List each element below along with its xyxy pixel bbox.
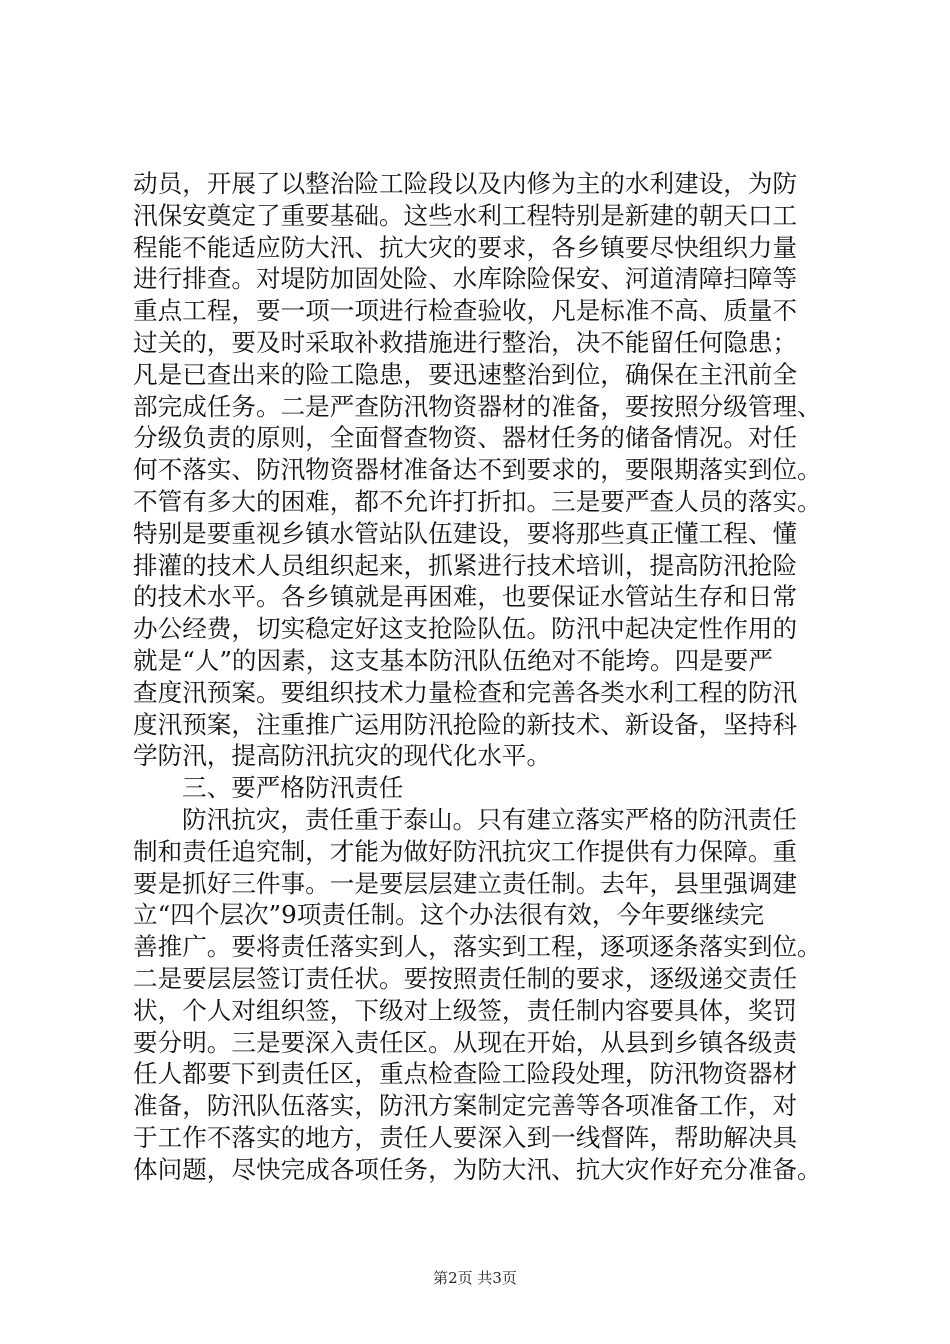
text-line: 防汛抗灾，责任重于泰山。只有建立落实严格的防汛责任 [182,804,797,834]
text-line: 度汛预案，注重推广运用防汛抢险的新技术、新设备，坚持科 [133,709,798,739]
document-body [133,168,833,1186]
text-line: 何不落实、防汛物资器材准备达不到要求的，要限期落实到位。 [133,455,822,485]
text-line: 重点工程，要一项一项进行检查验收，凡是标准不高、质量不 [133,296,798,326]
text-line: 要是抓好三件事。一是要层层建立责任制。去年，县里强调建 [133,868,798,898]
text-line: 二是要层层签订责任状。要按照责任制的要求，逐级递交责任 [133,963,798,993]
text-line: 查度汛预案。要组织技术力量检查和完善各类水利工程的防汛 [133,677,798,707]
text-line: 程能不能适应防大汛、抗大灾的要求，各乡镇要尽快组织力量 [133,232,798,262]
text-line: 的技术水平。各乡镇就是再困难，也要保证水管站生存和日常 [133,582,798,612]
text-line: 汛保安奠定了重要基础。这些水利工程特别是新建的朝天口工 [133,200,798,230]
text-line: 学防汛，提高防汛抗灾的现代化水平。 [133,741,552,771]
text-line: 动员，开展了以整治险工险段以及内修为主的水利建设，为防 [133,169,798,198]
text-line: 部完成任务。二是严查防汛物资器材的准备，要按照分级管理、 [133,391,822,421]
text-line: 准备，防汛队伍落实，防汛方案制定完善等各项准备工作，对 [133,1091,798,1121]
text-line: 凡是已查出来的险工隐患，要迅速整治到位，确保在主汛前全 [133,359,798,389]
page-number-footer: 第2页 共3页 [433,1269,517,1287]
section-heading: 三、要严格防汛责任 [182,773,404,803]
text-line: 过关的，要及时采取补救措施进行整治，决不能留任何隐患； [133,327,798,357]
paragraph-1 [133,168,833,772]
text-line: 进行排查。对堤防加固处险、水库除险保安、河道清障扫障等 [133,264,798,294]
text-line: 于工作不落实的地方，责任人要深入到一线督阵，帮助解决具 [133,1122,798,1152]
text-line: 制和责任追究制，才能为做好防汛抗灾工作提供有力保障。重 [133,836,798,866]
text-line: 善推广。要将责任落实到人，落实到工程，逐项逐条落实到位。 [133,932,822,962]
text-line: 排灌的技术人员组织起来，抓紧进行技术培训，提高防汛抢险 [133,550,798,580]
paragraph-2 [133,804,833,1186]
text-line: 办公经费，切实稳定好这支抢险队伍。防汛中起决定性作用的 [133,614,798,644]
text-line: 不管有多大的困难，都不允许打折扣。三是要严查人员的落实。 [133,486,822,516]
text-line: 状，个人对组织签，下级对上级签，责任制内容要具体，奖罚 [133,995,798,1025]
text-line: 立“四个层次”9项责任制。这个办法很有效，今年要继续完 [133,900,765,930]
text-line: 分级负责的原则，全面督查物资、器材任务的储备情况。对任 [133,423,798,453]
text-line: 要分明。三是要深入责任区。从现在开始，从县到乡镇各级责 [133,1027,798,1057]
text-line: 特别是要重视乡镇水管站队伍建设，要将那些真正懂工程、懂 [133,518,798,548]
text-line: 就是“人”的因素，这支基本防汛队伍绝对不能垮。四是要严 [133,645,773,675]
text-line: 体问题，尽快完成各项任务，为防大汛、抗大灾作好充分准备。 [133,1154,822,1184]
text-line: 任人都要下到责任区，重点检查险工险段处理，防汛物资器材 [133,1059,798,1089]
